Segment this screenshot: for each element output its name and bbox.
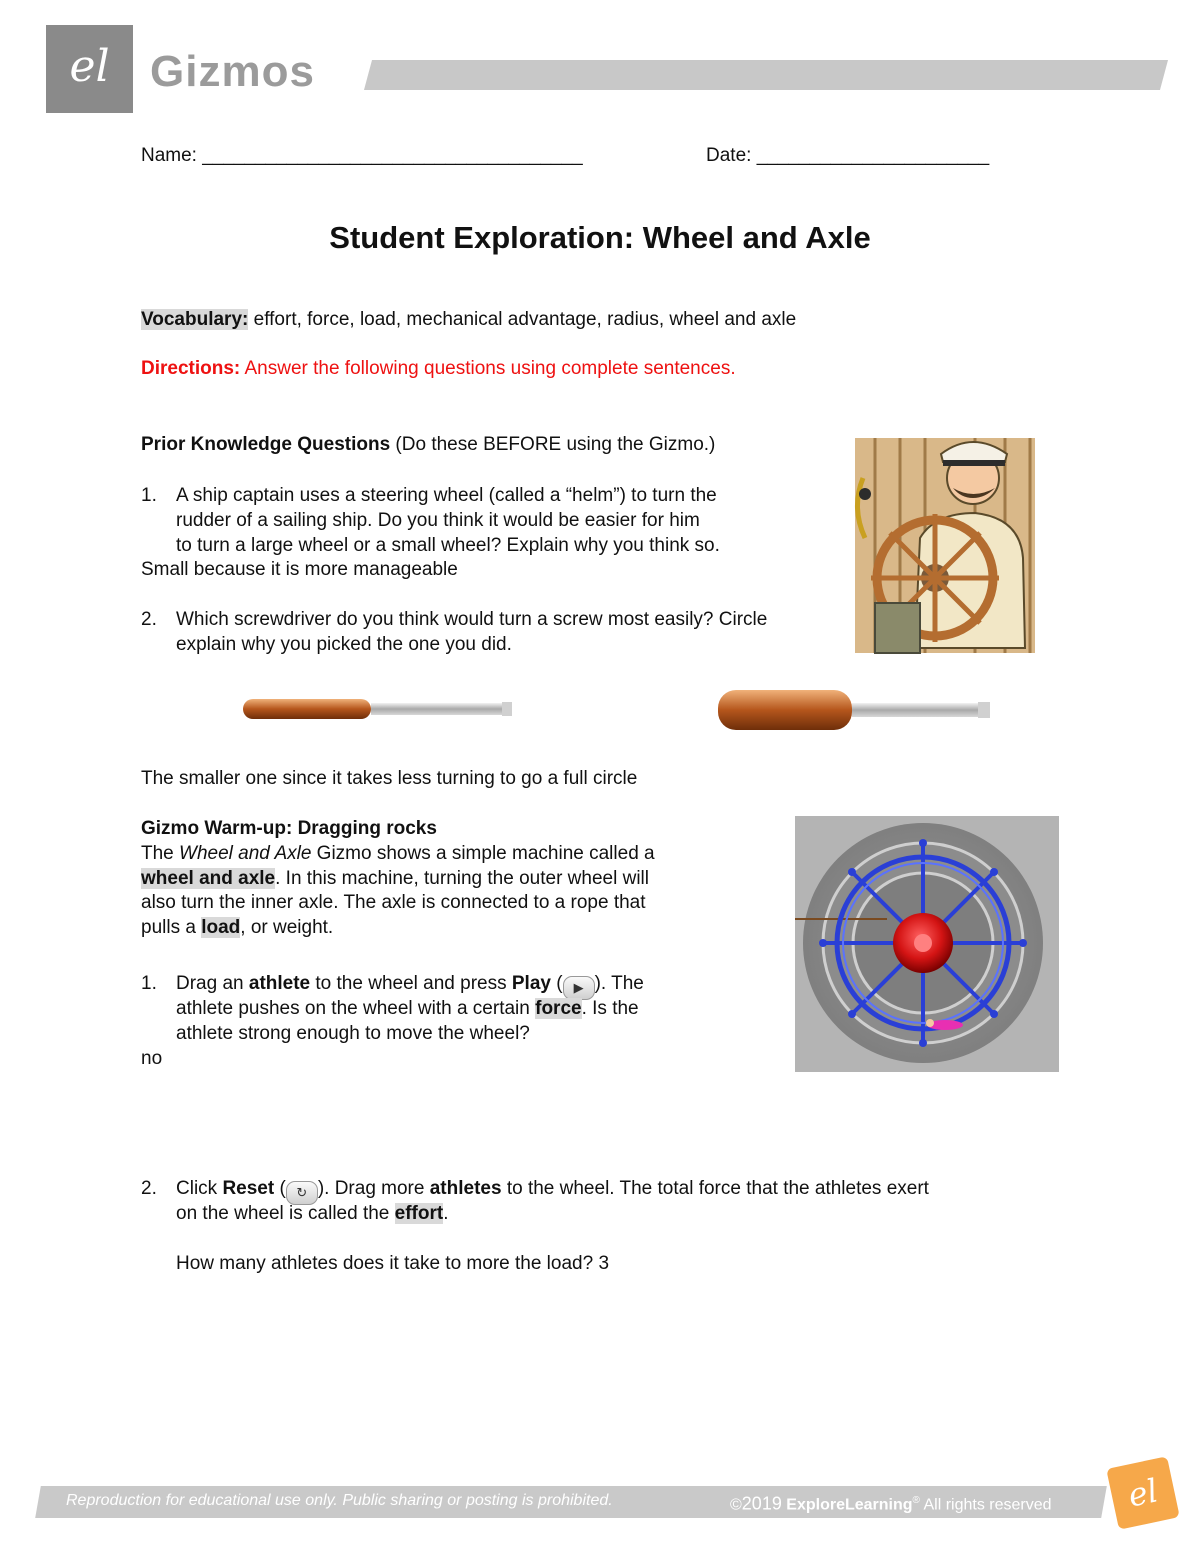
prior-q1-line: A ship captain uses a steering wheel (called a “helm”) to turn the bbox=[176, 485, 717, 506]
prior-q1-number: 1. bbox=[141, 485, 157, 506]
brand-name: ExploreLearning bbox=[786, 1496, 913, 1514]
text-run: The bbox=[141, 843, 180, 864]
footer-notice: Reproduction for educational use only. Public sharing or posting is prohibited. bbox=[66, 1492, 613, 1509]
text-run: . Is the bbox=[581, 998, 639, 1019]
name-blank: ____________________________________ bbox=[202, 145, 583, 166]
date-label: Date: bbox=[706, 145, 752, 166]
text-run: pulls a bbox=[141, 917, 202, 938]
warmup-a1-answer: no bbox=[141, 1048, 163, 1069]
vocab-load: load bbox=[201, 917, 241, 938]
warmup-paragraph-line: also turn the inner axle. The axle is connected to a rope that bbox=[141, 892, 646, 913]
prior-q1-line: rudder of a sailing ship. Do you think it would be easier for him bbox=[176, 510, 700, 531]
vocabulary-text: effort, force, load, mechanical advantage, radius, wheel and axle bbox=[248, 309, 797, 330]
copyright-symbol: © bbox=[730, 1496, 742, 1514]
prior-q2-number: 2. bbox=[141, 609, 157, 630]
prior-q2-line: Which screwdriver do you think would turn a screw most easily? Circle bbox=[176, 609, 768, 630]
gizmo-name-italic: Wheel and Axle bbox=[179, 843, 312, 864]
warmup-q2-answer: How many athletes does it take to more the load? 3 bbox=[176, 1253, 610, 1274]
footer-logo-glyph: el bbox=[1124, 1471, 1162, 1515]
copyright-year: 2019 bbox=[741, 1493, 782, 1514]
warmup-q1-number: 1. bbox=[141, 973, 157, 994]
term-athletes: athletes bbox=[429, 1178, 502, 1199]
vocab-effort: effort bbox=[394, 1203, 444, 1224]
warmup-q2-number: 2. bbox=[141, 1178, 157, 1199]
text-run: to the wheel and press bbox=[310, 973, 512, 994]
vocab-force: force bbox=[535, 998, 582, 1019]
prior-note: (Do these BEFORE using the Gizmo.) bbox=[390, 434, 716, 455]
warmup-heading: Gizmo Warm-up: Dragging rocks bbox=[141, 818, 437, 839]
vocabulary-label: Vocabulary: bbox=[141, 309, 249, 330]
vocab-wheel-and-axle: wheel and axle bbox=[141, 868, 276, 889]
term-play: Play bbox=[511, 973, 551, 994]
footer-copyright bbox=[730, 1488, 1052, 1518]
term-reset: Reset bbox=[222, 1178, 275, 1199]
text-run: , or weight. bbox=[240, 917, 334, 938]
play-icon: ▶ bbox=[563, 976, 595, 1000]
prior-knowledge-heading bbox=[141, 432, 715, 457]
name-field bbox=[141, 143, 583, 168]
text-run: to the wheel. The total force that the athletes exert bbox=[501, 1178, 929, 1199]
text-run: athlete pushes on the wheel with a certain bbox=[176, 998, 536, 1019]
warmup-paragraph-line bbox=[141, 841, 655, 866]
directions-line bbox=[141, 356, 736, 381]
small-screwdriver-image bbox=[240, 696, 515, 722]
text-run: ). Drag more bbox=[317, 1178, 430, 1199]
prior-a2-answer: The smaller one since it takes less turning to go a full circle bbox=[141, 768, 638, 789]
text-run: Click bbox=[176, 1178, 223, 1199]
warmup-q1-line: athlete strong enough to move the wheel? bbox=[176, 1023, 530, 1044]
explorelearning-logo bbox=[1106, 1456, 1180, 1530]
prior-a1-answer: Small because it is more manageable bbox=[141, 559, 458, 580]
text-run: on the wheel is called the bbox=[176, 1203, 395, 1224]
warmup-paragraph-line bbox=[141, 866, 649, 891]
warmup-q1-line bbox=[176, 996, 639, 1021]
gizmos-logo-mark bbox=[46, 25, 133, 113]
date-blank: ______________________ bbox=[756, 145, 990, 166]
wheel-and-axle-gizmo-image bbox=[795, 816, 1059, 1072]
warmup-q2-line bbox=[176, 1201, 448, 1226]
logo-glyph: el bbox=[69, 41, 110, 92]
term-athlete: athlete bbox=[248, 973, 311, 994]
header-bar bbox=[364, 60, 1168, 90]
vocabulary-line bbox=[141, 307, 796, 332]
text-run: . bbox=[443, 1203, 449, 1224]
directions-label: Directions: bbox=[141, 358, 241, 379]
text-run: . In this machine, turning the outer wheel will bbox=[275, 868, 649, 889]
text-run: Drag an bbox=[176, 973, 249, 994]
warmup-paragraph-line bbox=[141, 915, 333, 940]
date-field bbox=[706, 143, 989, 168]
prior-q2-line: explain why you picked the one you did. bbox=[176, 634, 512, 655]
rights-text: All rights reserved bbox=[919, 1496, 1052, 1514]
large-screwdriver-image bbox=[716, 688, 996, 732]
text-run: ( bbox=[550, 973, 563, 994]
prior-heading: Prior Knowledge Questions bbox=[141, 434, 391, 455]
text-run: ( bbox=[274, 1178, 286, 1199]
directions-text: Answer the following questions using complete sentences. bbox=[240, 358, 736, 379]
ship-captain-illustration bbox=[845, 418, 1040, 658]
gizmos-logo-text: Gizmos bbox=[150, 47, 315, 96]
text-run: ). The bbox=[594, 973, 644, 994]
prior-q1-line: to turn a large wheel or a small wheel? Explain why you think so. bbox=[176, 535, 720, 556]
name-label: Name: bbox=[141, 145, 197, 166]
page-title: Student Exploration: Wheel and Axle bbox=[329, 220, 871, 255]
registered-mark: ® bbox=[912, 1495, 920, 1506]
text-run: Gizmo shows a simple machine called a bbox=[311, 843, 655, 864]
reset-icon: ↻ bbox=[286, 1181, 318, 1205]
